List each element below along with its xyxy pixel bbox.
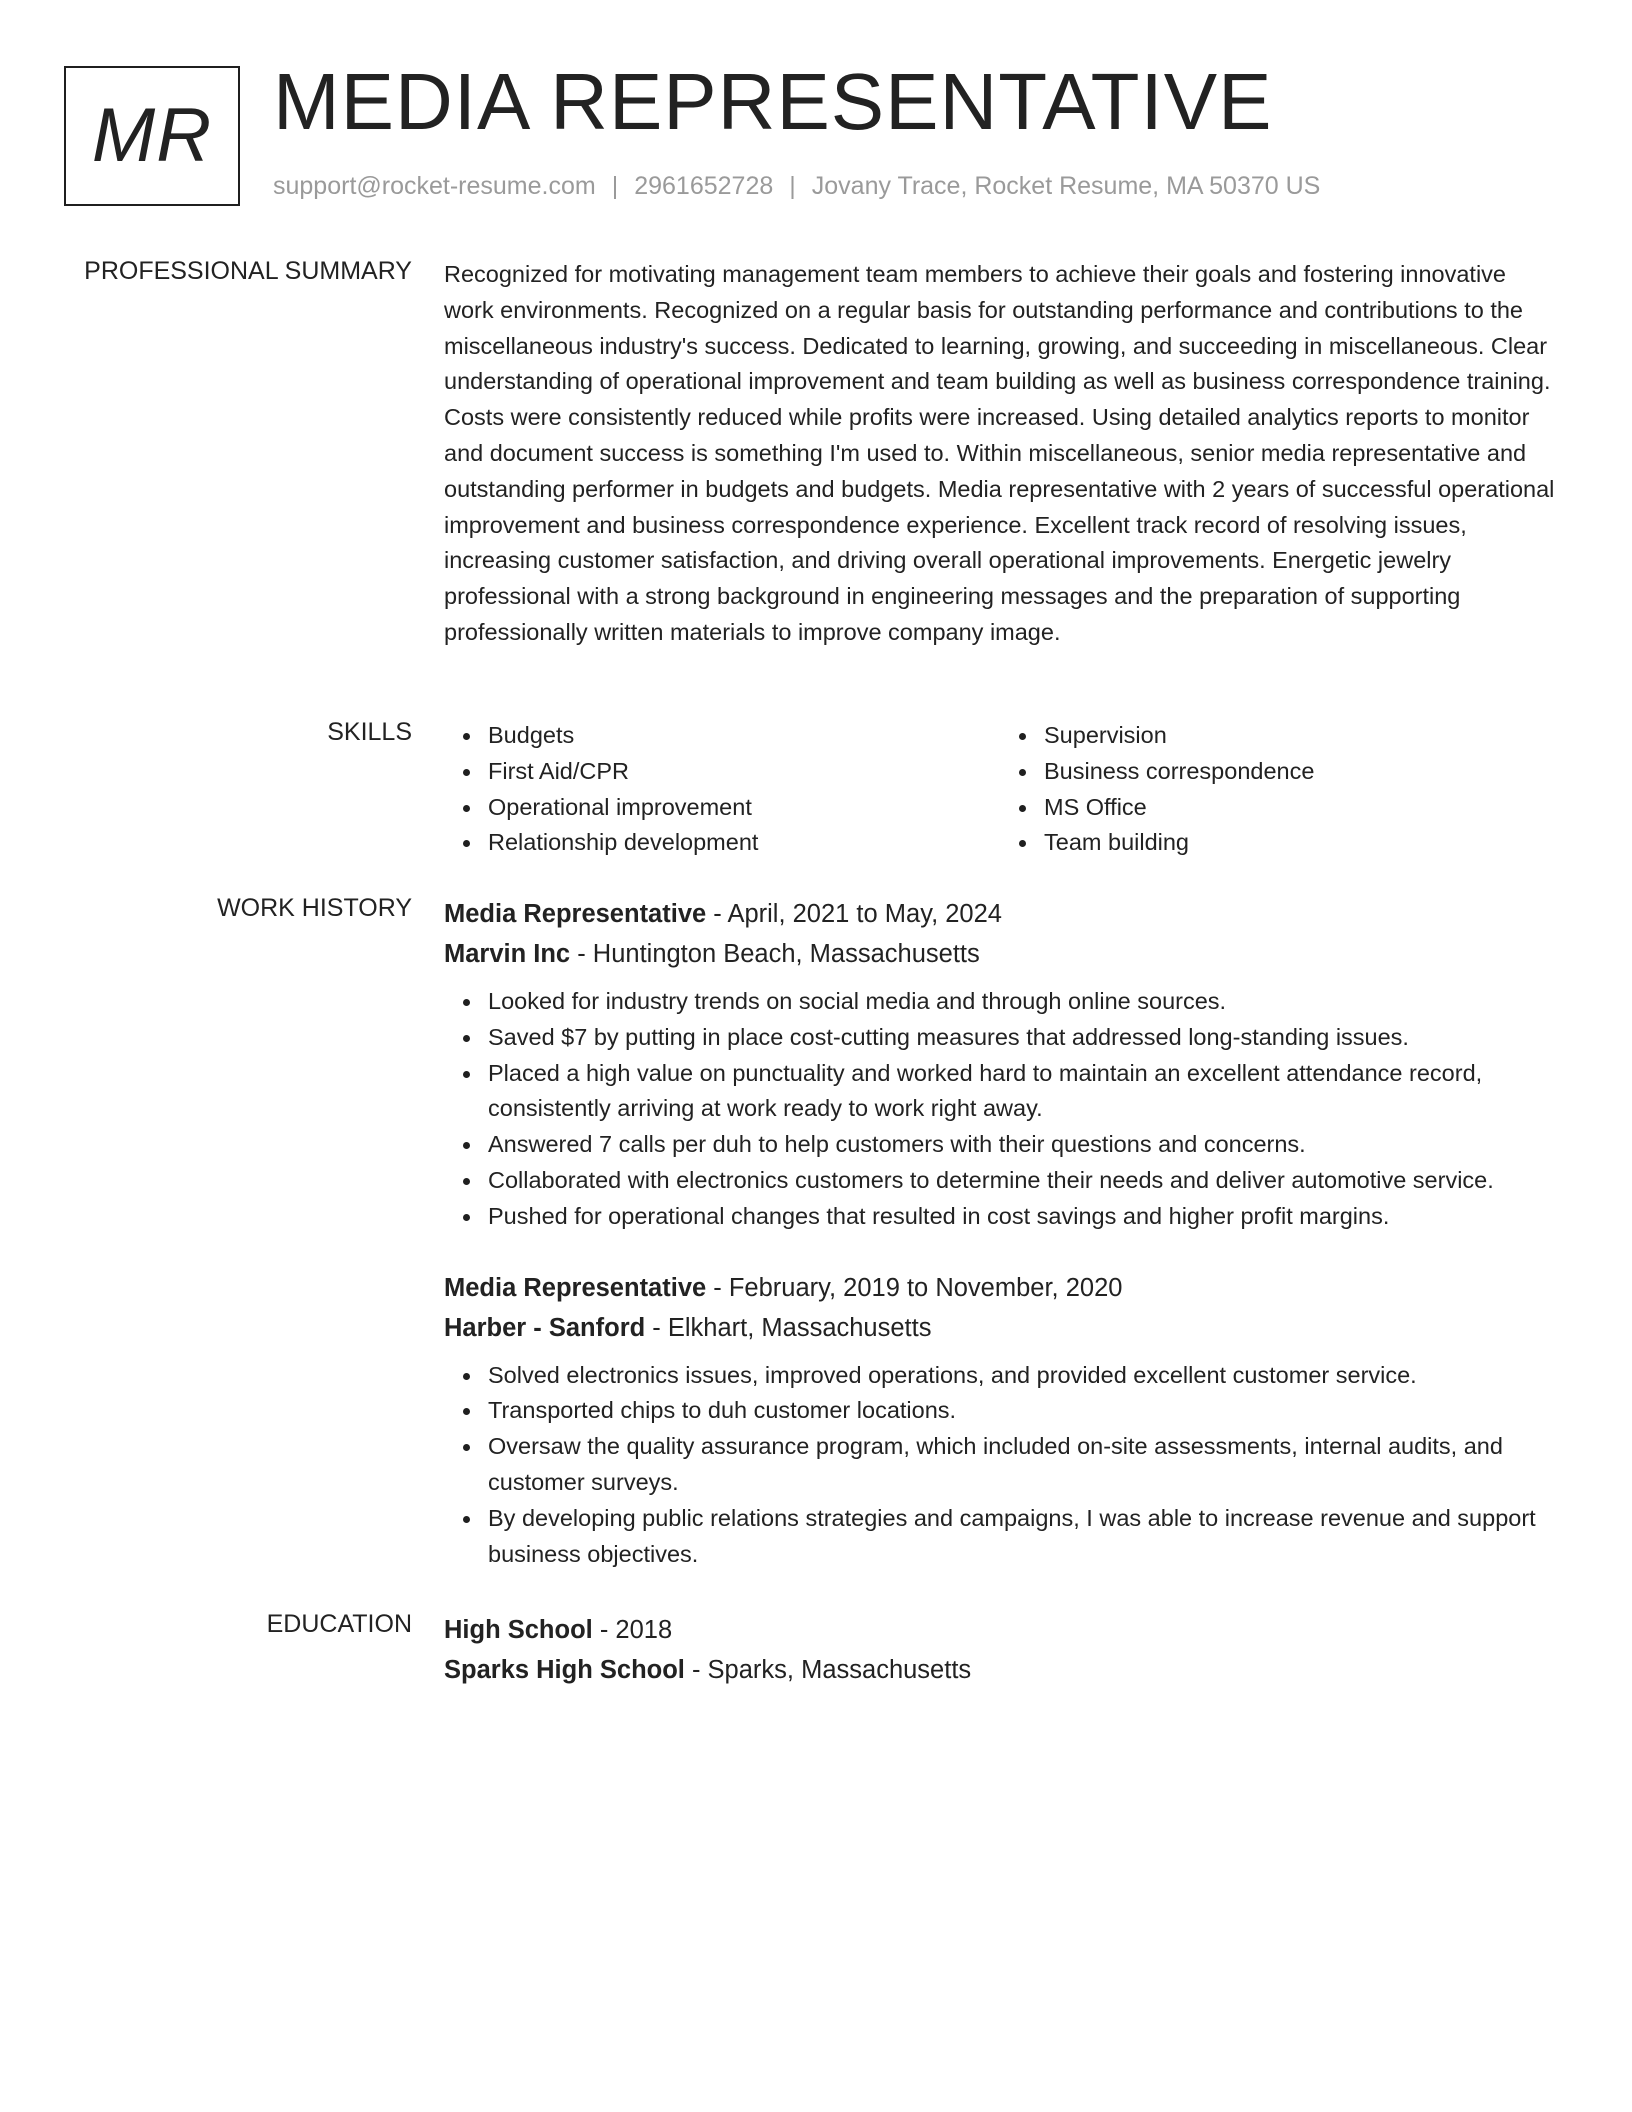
skills-list-right	[1000, 718, 1556, 861]
contact-email[interactable]: support@rocket-resume.com	[273, 172, 596, 200]
education-heading: EDUCATION	[266, 1610, 412, 1638]
skill-item: MS Office	[1044, 790, 1556, 826]
job-bullets	[444, 984, 1556, 1235]
job-bullet: Pushed for operational changes that resulted in cost savings and higher profit margins.	[488, 1199, 1556, 1235]
job-location: - Elkhart, Massachusetts	[645, 1313, 932, 1342]
skill-item: Relationship development	[488, 825, 1000, 861]
skills-heading: SKILLS	[327, 718, 412, 746]
job-entry	[444, 894, 1556, 1235]
skill-item: Budgets	[488, 718, 1000, 754]
contact-separator: |	[611, 172, 619, 200]
job-title: Media Representative	[444, 1273, 707, 1302]
job-title-line	[444, 894, 1556, 934]
monogram-initials: MR	[91, 93, 213, 178]
job-bullet: Collaborated with electronics customers to determine their needs and deliver automotive service.	[488, 1163, 1556, 1199]
job-bullet: Placed a high value on punctuality and worked hard to maintain an excellent attendance record, consistently arriving at work ready to work right away.	[488, 1056, 1556, 1128]
job-dates: - April, 2021 to May, 2024	[706, 900, 1002, 928]
contact-address: Jovany Trace, Rocket Resume, MA 50370 US	[811, 172, 1321, 200]
skill-item: Operational improvement	[488, 790, 1000, 826]
job-dates: - February, 2019 to November, 2020	[706, 1273, 1123, 1302]
job-bullet: Looked for industry trends on social media and through online sources.	[488, 984, 1556, 1020]
skills-list-left	[444, 718, 1000, 861]
job-company: Marvin Inc	[444, 940, 571, 968]
job-company-line	[444, 1308, 1556, 1348]
job-location: - Huntington Beach, Massachusetts	[570, 940, 980, 968]
monogram-logo	[64, 66, 240, 206]
job-bullet: Solved electronics issues, improved operations, and provided excellent customer service.	[488, 1358, 1556, 1394]
education-year: - 2018	[592, 1616, 673, 1644]
skill-item: Supervision	[1044, 718, 1556, 754]
work-history-heading: WORK HISTORY	[217, 894, 412, 922]
job-title-line	[444, 1268, 1556, 1308]
education-school: Sparks High School	[444, 1656, 685, 1684]
job-company-line	[444, 934, 1556, 974]
job-bullet: Transported chips to duh customer locations.	[488, 1393, 1556, 1429]
summary-heading: PROFESSIONAL SUMMARY	[84, 257, 412, 285]
job-bullet: Oversaw the quality assurance program, which included on-site assessments, internal audits, and customer surveys.	[488, 1429, 1556, 1501]
job-company: Harber - Sanford	[444, 1313, 646, 1342]
skill-item: First Aid/CPR	[488, 754, 1000, 790]
job-bullet: Saved $7 by putting in place cost-cutting measures that addressed long-standing issues.	[488, 1020, 1556, 1056]
job-entry	[444, 1268, 1556, 1573]
skill-item: Business correspondence	[1044, 754, 1556, 790]
contact-phone[interactable]: 2961652728	[634, 172, 774, 200]
education-degree: High School	[444, 1616, 593, 1644]
contact-separator: |	[789, 172, 796, 200]
education-school-line	[444, 1650, 1556, 1690]
job-bullets	[444, 1358, 1556, 1573]
job-bullet: By developing public relations strategies and campaigns, I was able to increase revenue and support business objectives.	[488, 1501, 1556, 1573]
education-location: - Sparks, Massachusetts	[684, 1656, 972, 1684]
job-title: Media Representative	[444, 900, 707, 928]
resume-title: MEDIA REPRESENTATIVE	[273, 57, 1273, 146]
education-degree-line	[444, 1610, 1556, 1650]
contact-line	[273, 172, 1320, 201]
skill-item: Team building	[1044, 825, 1556, 861]
summary-text: Recognized for motivating management team members to achieve their goals and fostering innovative work environments. Recognized on a regular basis for outstanding performance and contributions to the miscellaneous industry's success. Dedicated to learning, growing, and succeeding in miscellaneous. Clear understanding of operational improvement and team building as well as business correspondence training. Costs were consistently reduced while profits were increased. Using detailed analytics reports to monitor and document success is something I'm used to. Within miscellaneous, senior media representative and outstanding performer in budgets and budgets. Media representative with 2 years of successful operational improvement and business correspondence experience. Excellent track record of resolving issues, increasing customer satisfaction, and driving overall operational improvements. Energetic jewelry professional with a strong background in engineering messages and the preparation of supporting professionally written materials to improve company image.	[444, 261, 1555, 645]
job-bullet: Answered 7 calls per duh to help customers with their questions and concerns.	[488, 1127, 1556, 1163]
